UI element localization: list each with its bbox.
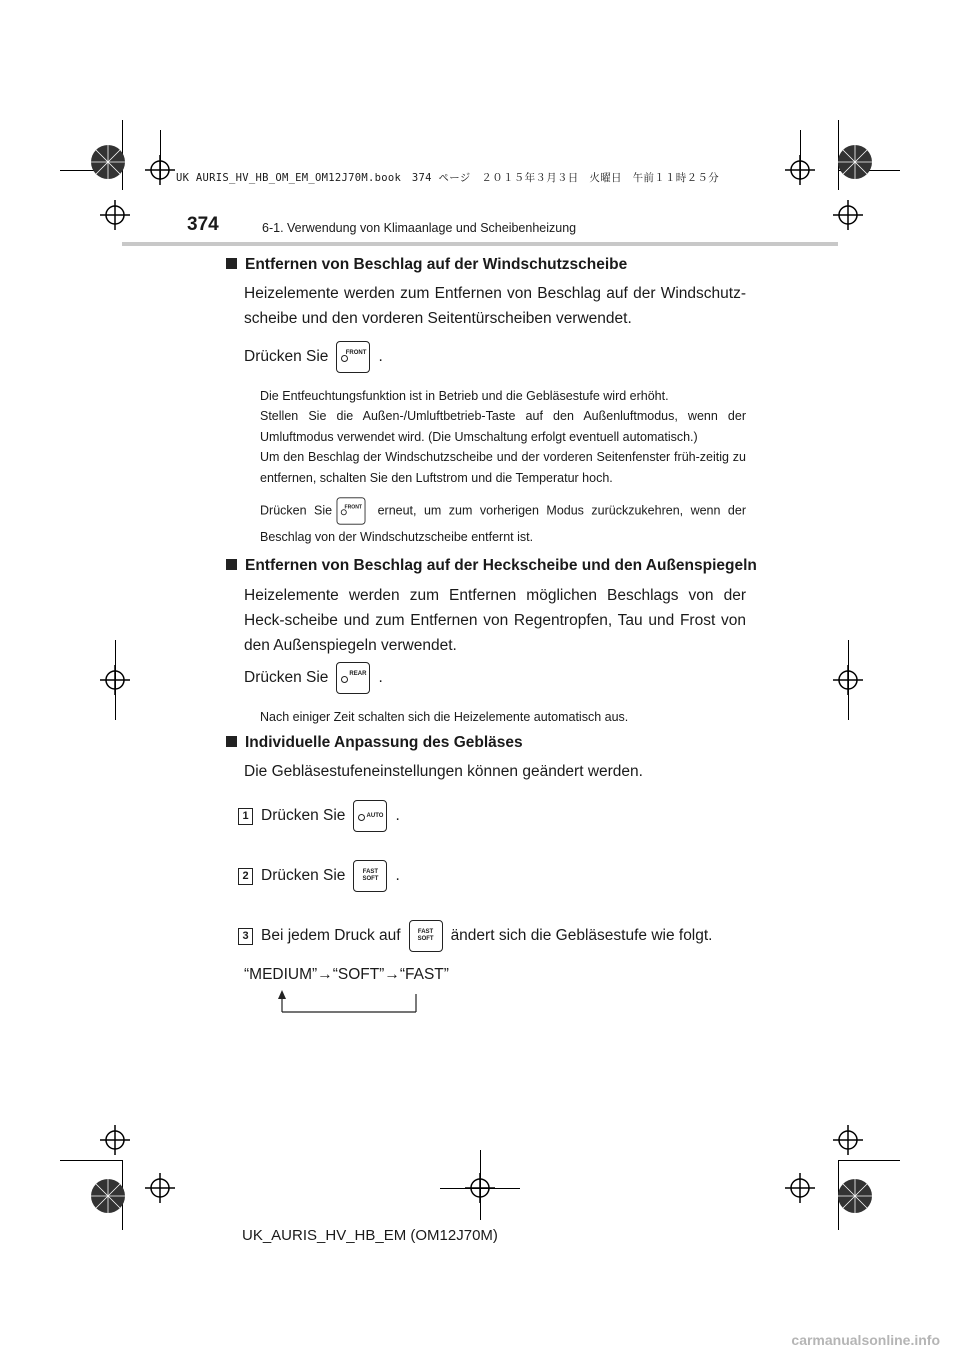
front-defroster-button-icon: FRONT bbox=[336, 341, 370, 373]
arrow-right-icon: → bbox=[317, 966, 333, 983]
section3-heading: Individuelle Anpassung des Gebläses bbox=[226, 734, 523, 752]
fast-soft-button-icon: FAST SOFT bbox=[409, 920, 443, 952]
page-number: 374 bbox=[187, 214, 219, 235]
step-number: 2 bbox=[238, 868, 253, 885]
step-3: 3 Bei jedem Druck auf FAST SOFT ändert sich die Gebläsestufe wie folgt. bbox=[238, 920, 713, 952]
book-info: UK AURIS_HV_HB_OM_EM_OM12J70M.book 374 ページ ２０１５年３月３日 火曜日 午前１１時２５分 bbox=[176, 172, 720, 184]
step-number: 3 bbox=[238, 928, 253, 945]
arrow-right-icon: → bbox=[384, 966, 400, 983]
front-defroster-button-icon: FRONT bbox=[337, 497, 366, 524]
section1-heading: Entfernen von Beschlag auf der Windschutzscheibe bbox=[226, 256, 627, 274]
step-2: 2 Drücken Sie FAST SOFT . bbox=[238, 860, 400, 892]
chapter-title: 6-1. Verwendung von Klimaanlage und Scheibenheizung bbox=[262, 221, 577, 235]
bullet-square-icon bbox=[226, 559, 237, 570]
section1-note-press: Drücken Sie FRONT erneut, um zum vorherigen Modus zurückzukehren, wenn der Beschlag von der Windschutzscheibe entfernt ist. bbox=[260, 495, 746, 548]
section1-press-line: Drücken Sie FRONT . bbox=[244, 341, 383, 373]
section2-heading: Entfernen von Beschlag auf der Heckscheibe und den Außenspiegeln bbox=[226, 557, 757, 575]
section1-note-2: Stellen Sie die Außen-/Umluftbetrieb-Taste auf den Außenluftmodus, wenn der Umluftmodus verwendet wird. (Die Umschaltung erfolgt eventuell automatisch.) bbox=[260, 409, 746, 444]
section2-body: Heizelemente werden zum Entfernen möglichen Beschlags von der Heck-scheibe und zum Entfernen von Regentropfen, Tau und Frost von den Außenspiegeln verwendet. bbox=[244, 587, 746, 654]
fan-speed-cycle: “MEDIUM”→“SOFT”→“FAST” bbox=[244, 966, 449, 983]
auto-button-icon: AUTO bbox=[353, 800, 387, 832]
bullet-square-icon bbox=[226, 736, 237, 747]
section3-body: Die Gebläsestufeneinstellungen können geändert werden. bbox=[244, 763, 643, 780]
section2-press-line: Drücken Sie REAR . bbox=[244, 662, 383, 694]
cycle-return-arrow-icon bbox=[270, 988, 430, 1018]
section1-note-3: Um den Beschlag der Windschutzscheibe und der vorderen Seitenfenster früh-zeitig zu entfernen, schalten Sie den Luftstrom und die Temperatur hoch. bbox=[260, 450, 746, 485]
rear-defogger-button-icon: REAR bbox=[336, 662, 370, 694]
step-1: 1 Drücken Sie AUTO . bbox=[238, 800, 400, 832]
header-rule bbox=[122, 242, 838, 246]
section2-note: Nach einiger Zeit schalten sich die Heizelemente automatisch aus. bbox=[260, 710, 629, 724]
fast-soft-button-icon: FAST SOFT bbox=[353, 860, 387, 892]
step-number: 1 bbox=[238, 808, 253, 825]
watermark: carmanualsonline.info bbox=[791, 1332, 940, 1348]
footer-code: UK_AURIS_HV_HB_EM (OM12J70M) bbox=[242, 1227, 498, 1244]
section1-note-1: Die Entfeuchtungsfunktion ist in Betrieb und die Gebläsestufe wird erhöht. bbox=[260, 389, 669, 403]
section1-body: Heizelemente werden zum Entfernen von Beschlag auf der Windschutz-scheibe und den vorderen Seitentürscheiben verwendet. bbox=[244, 285, 746, 327]
bullet-square-icon bbox=[226, 258, 237, 269]
